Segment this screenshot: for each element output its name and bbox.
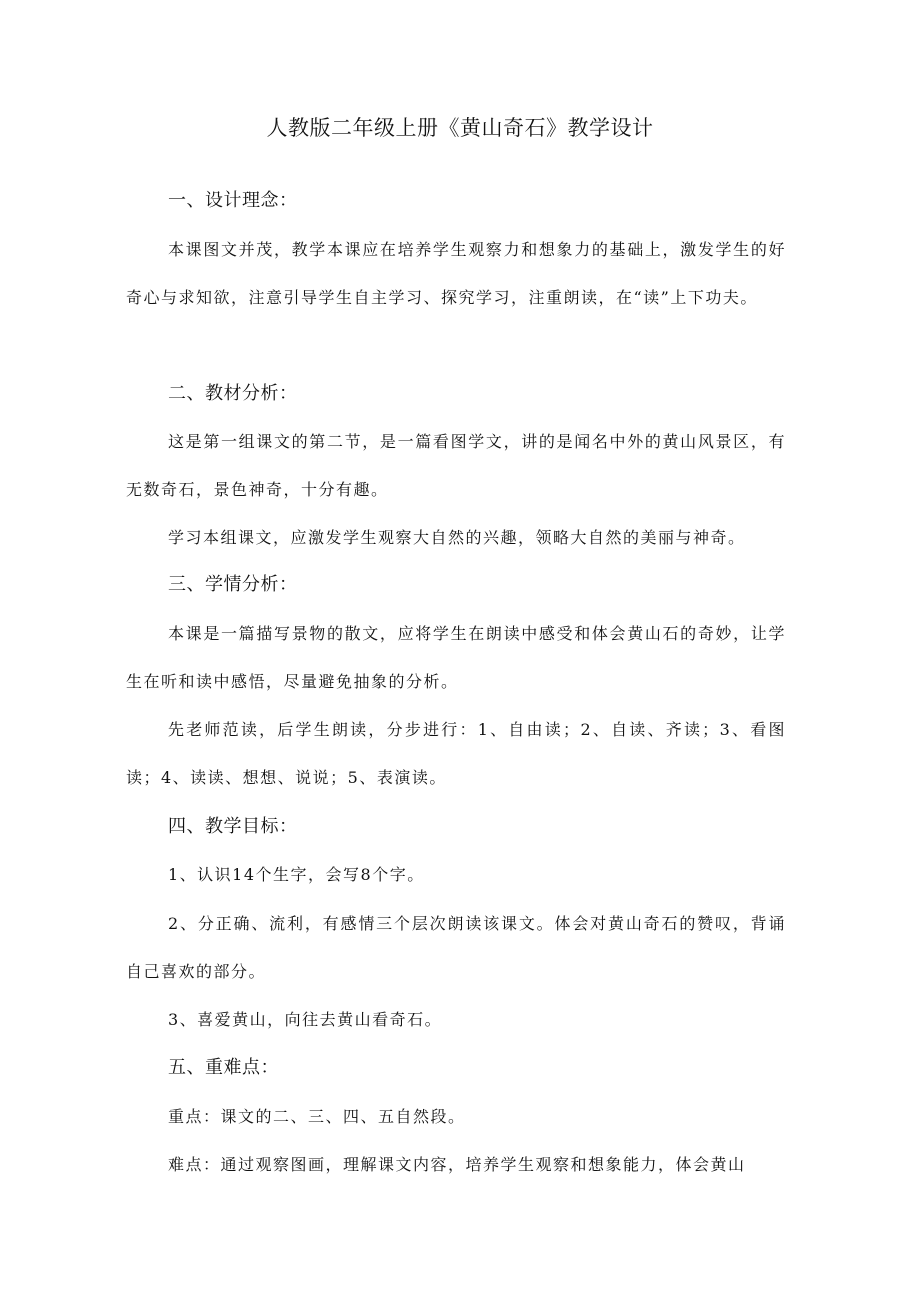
paragraph-teaching-goal-3: 3、喜爱黄山，向往去黄山看奇石。 — [168, 1010, 443, 1029]
section-heading-textbook-analysis: 二、教材分析： — [168, 383, 298, 404]
paragraph-design-concept: 本课图文并茂，教学本课应在培养学生观察力和想象力的基础上，激发学生的好奇心与求知欲，注意引导学生自主学习、探究学习，注重朗读，在“读”上下功夫。 — [126, 240, 786, 307]
paragraph-student-analysis-1: 本课是一篇描写景物的散文，应将学生在朗读中感受和体会黄山石的奇妙，让学生在听和读中感悟，尽量避免抽象的分析。 — [126, 624, 786, 691]
paragraph-teaching-goal-1: 1、认识14个生字，会写8个字。 — [168, 865, 425, 884]
paragraph-key-point: 重点：课文的二、三、四、五自然段。 — [168, 1107, 466, 1126]
paragraph-teaching-goal-2: 2、分正确、流利，有感情三个层次朗读该课文。体会对黄山奇石的赞叹，背诵自己喜欢的部分。 — [126, 914, 786, 981]
section-heading-key-difficult-points: 五、重难点： — [168, 1057, 279, 1078]
section-heading-design-concept: 一、设计理念： — [168, 190, 298, 211]
paragraph-textbook-analysis-1: 这是第一组课文的第二节，是一篇看图学文，讲的是闻名中外的黄山风景区，有无数奇石，景色神奇，十分有趣。 — [126, 432, 786, 499]
section-heading-student-analysis: 三、学情分析： — [168, 574, 298, 595]
paragraph-difficult-point: 难点：通过观察图画，理解课文内容，培养学生观察和想象能力，体会黄山 — [168, 1155, 746, 1174]
document-title: 人教版二年级上册《黄山奇石》教学设计 — [266, 116, 654, 140]
paragraph-student-analysis-2: 先老师范读，后学生朗读，分步进行：1、自由读；2、自读、齐读；3、看图读；4、读读、想想、说说；5、表演读。 — [126, 720, 786, 787]
section-heading-teaching-goals: 四、教学目标： — [168, 816, 298, 837]
paragraph-textbook-analysis-2: 学习本组课文，应激发学生观察大自然的兴趣，领略大自然的美丽与神奇。 — [168, 528, 746, 547]
